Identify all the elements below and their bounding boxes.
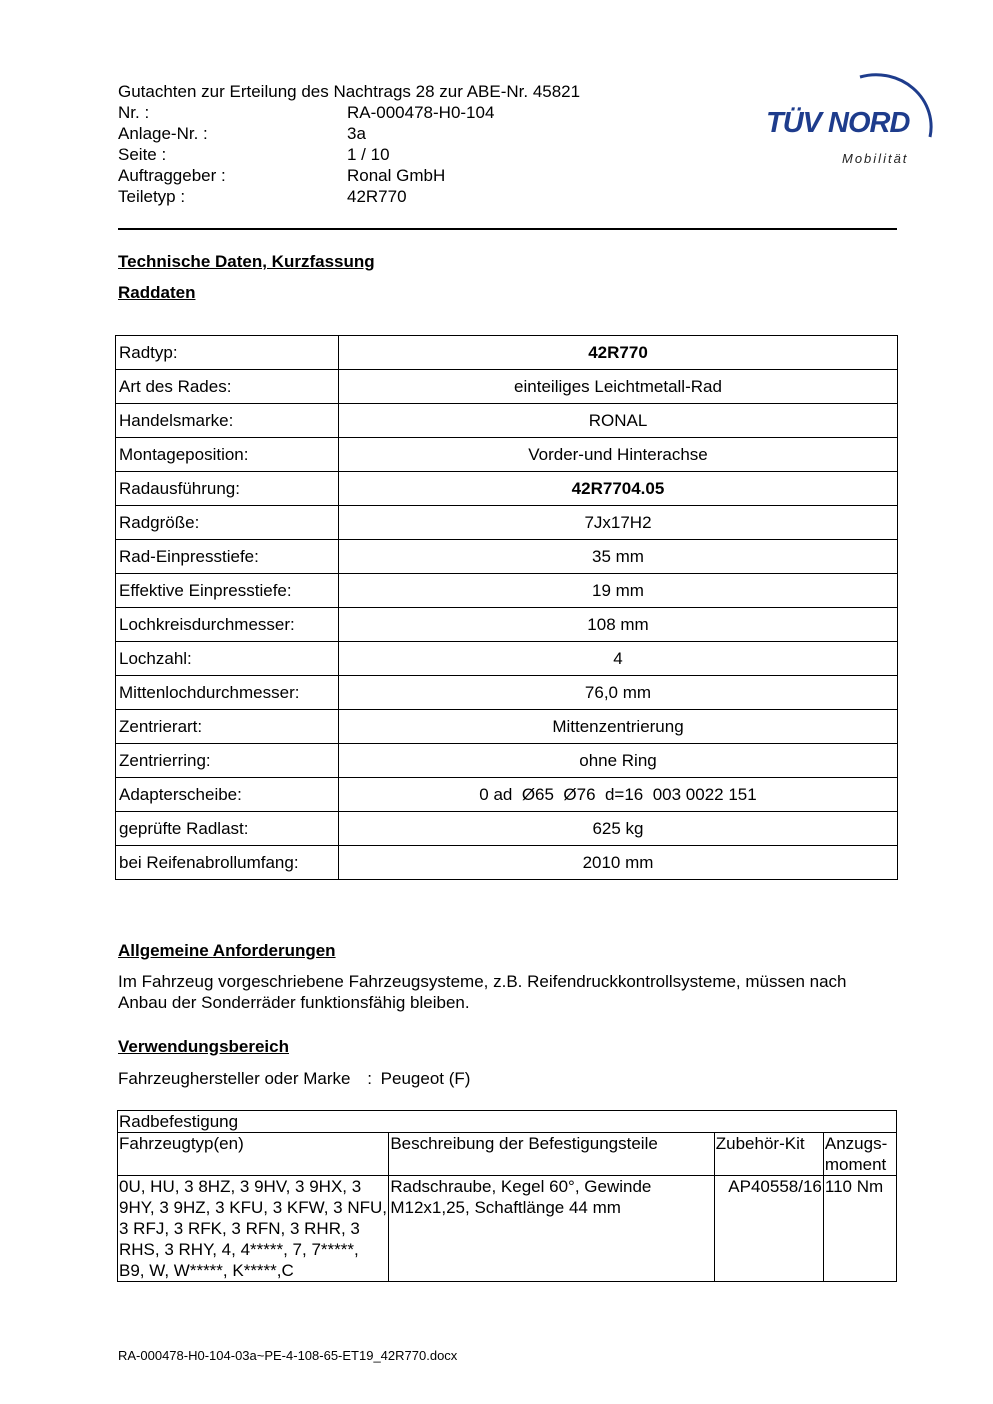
row-label: Effektive Einpresstiefe: xyxy=(116,574,339,608)
table-row xyxy=(116,642,898,676)
row-value: 42R7704.05 xyxy=(339,472,898,506)
general-text: Im Fahrzeug vorgeschriebene Fahrzeugsysteme, z.B. Reifendruckkontrollsysteme, müssen nach Anbau der Sonderräder funktionsfähig bleiben. xyxy=(118,972,847,1012)
header-key: Teiletyp : xyxy=(118,187,186,206)
row-value: 4 xyxy=(339,642,898,676)
torque-cell: 110 Nm xyxy=(823,1176,896,1282)
header-value: 1 / 10 xyxy=(347,145,390,164)
table-row xyxy=(116,812,898,846)
table-row xyxy=(116,438,898,472)
row-label: Art des Rades: xyxy=(116,370,339,404)
usage-heading: Verwendungsbereich xyxy=(118,1037,289,1056)
row-label: Radtyp: xyxy=(116,336,339,370)
header-key: Anlage-Nr. : xyxy=(118,124,208,143)
header-value: 42R770 xyxy=(347,187,407,206)
row-value: RONAL xyxy=(339,404,898,438)
column-header: Zubehör-Kit xyxy=(714,1133,823,1176)
row-label: Adapterscheibe: xyxy=(116,778,339,812)
column-header: Anzugs-moment xyxy=(823,1133,896,1176)
section-wheel-heading: Raddaten xyxy=(118,283,196,302)
row-value: 7Jx17H2 xyxy=(339,506,898,540)
table-row xyxy=(116,846,898,880)
header-value: Ronal GmbH xyxy=(347,166,446,185)
description-cell: Radschraube, Kegel 60°, Gewinde M12x1,25, Schaftlänge 44 mm xyxy=(389,1176,714,1282)
table-row xyxy=(116,336,898,370)
table-row xyxy=(116,778,898,812)
row-label: Rad-Einpresstiefe: xyxy=(116,540,339,574)
row-value: 2010 mm xyxy=(339,846,898,880)
table-row xyxy=(116,608,898,642)
row-label: Zentrierring: xyxy=(116,744,339,778)
row-label: Zentrierart: xyxy=(116,710,339,744)
header-divider xyxy=(118,228,897,230)
row-value: 76,0 mm xyxy=(339,676,898,710)
row-value: einteiliges Leichtmetall-Rad xyxy=(339,370,898,404)
header-key: Nr. : xyxy=(118,103,150,122)
vehicle-types-cell: 0U, HU, 3 8HZ, 3 9HV, 3 9HX, 3 9HY, 3 9HZ, 3 KFU, 3 KFW, 3 NFU, 3 RFJ, 3 RFK, 3 RFN, 3 RHR, 3 RHS, 3 RHY, 4, 4*****, 7, 7*****, B9, W, W*****, K*****,C xyxy=(119,1177,387,1280)
column-header: Fahrzeugtyp(en) xyxy=(118,1133,389,1176)
row-label: bei Reifenabrollumfang: xyxy=(116,846,339,880)
column-header: Beschreibung der Befestigungsteile xyxy=(389,1133,714,1176)
footer-filename: RA-000478-H0-104-03a~PE-4-108-65-ET19_42R770.docx xyxy=(118,1348,458,1363)
section-technical-heading: Technische Daten, Kurzfassung xyxy=(118,252,375,271)
logo-wordmark: TÜV NORD xyxy=(766,107,910,139)
table-row xyxy=(116,676,898,710)
row-label: Radgröße: xyxy=(116,506,339,540)
table-row xyxy=(116,506,898,540)
tuv-nord-logo xyxy=(760,55,945,175)
table-row xyxy=(118,1176,897,1282)
row-value: 35 mm xyxy=(339,540,898,574)
logo-subtitle: Mobilität xyxy=(842,151,909,166)
document-title: Gutachten zur Erteilung des Nachtrags 28 zur ABE-Nr. 45821 xyxy=(118,82,581,101)
row-value: 42R770 xyxy=(339,336,898,370)
table-title-row xyxy=(118,1111,897,1133)
row-value: Mittenzentrierung xyxy=(339,710,898,744)
manufacturer-label: Fahrzeughersteller oder Marke xyxy=(118,1069,351,1088)
table-row xyxy=(116,472,898,506)
header-key: Auftraggeber : xyxy=(118,166,226,185)
table-row xyxy=(116,540,898,574)
manufacturer-value: Peugeot (F) xyxy=(380,1069,471,1088)
row-label: Radausführung: xyxy=(116,472,339,506)
manufacturer-line xyxy=(118,1068,470,1089)
row-label: Montageposition: xyxy=(116,438,339,472)
header-key: Seite : xyxy=(118,145,167,164)
wheel-data-table xyxy=(115,335,898,880)
row-value: ohne Ring xyxy=(339,744,898,778)
table-row xyxy=(116,574,898,608)
row-value: 625 kg xyxy=(339,812,898,846)
row-label: Lochkreisdurchmesser: xyxy=(116,608,339,642)
wheel-fastening-table xyxy=(117,1110,897,1282)
table-header-row xyxy=(118,1133,897,1176)
table-row xyxy=(116,744,898,778)
row-value: 19 mm xyxy=(339,574,898,608)
row-label: Handelsmarke: xyxy=(116,404,339,438)
table-row xyxy=(116,404,898,438)
table-row xyxy=(116,710,898,744)
header-value: RA-000478-H0-104 xyxy=(347,103,495,122)
general-heading: Allgemeine Anforderungen xyxy=(118,941,336,960)
table-row xyxy=(116,370,898,404)
table-title: Radbefestigung xyxy=(118,1111,897,1133)
manufacturer-separator: : xyxy=(367,1069,372,1088)
row-label: Lochzahl: xyxy=(116,642,339,676)
row-value: 0 ad Ø65 Ø76 d=16 003 0022 151 xyxy=(339,778,898,812)
header-value: 3a xyxy=(347,124,366,143)
row-label: geprüfte Radlast: xyxy=(116,812,339,846)
row-value: 108 mm xyxy=(339,608,898,642)
row-value: Vorder-und Hinterachse xyxy=(339,438,898,472)
row-label: Mittenlochdurchmesser: xyxy=(116,676,339,710)
kit-cell: AP40558/16 xyxy=(714,1176,823,1282)
